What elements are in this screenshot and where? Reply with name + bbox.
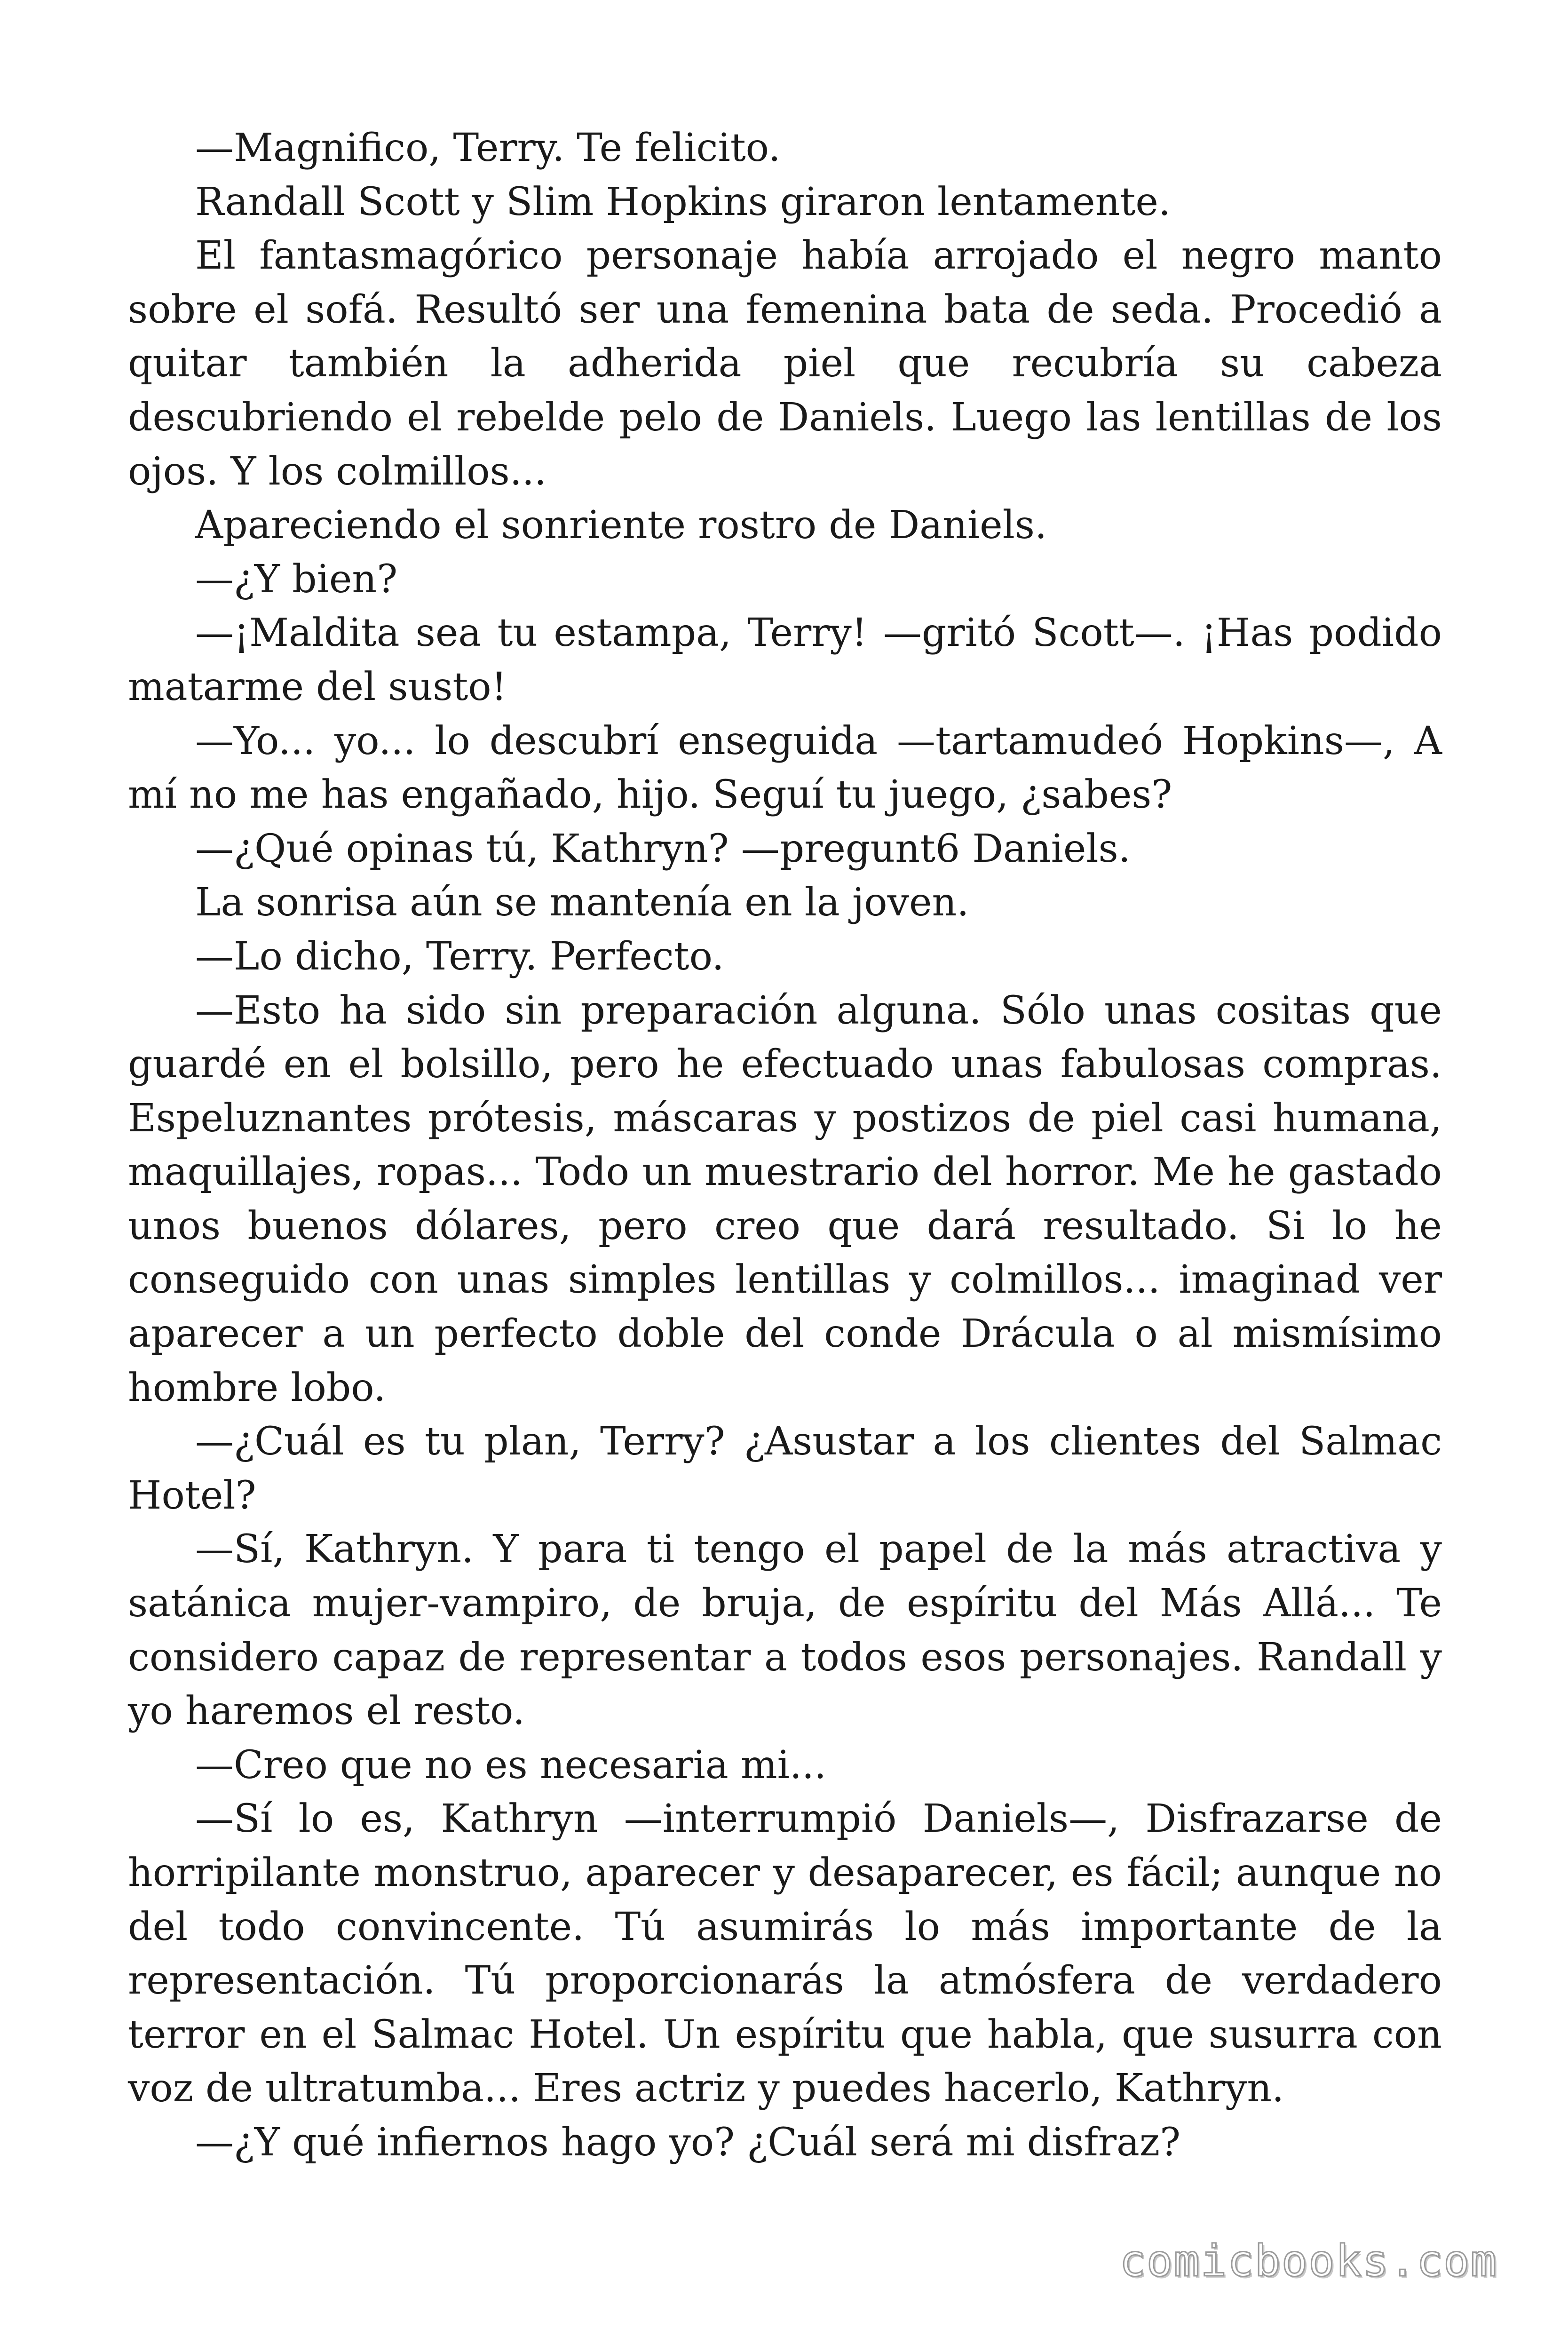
paragraph: —Yo... yo... lo descubrí enseguida —tartamudeó Hopkins—, A mí no me has engañado, hijo. Seguí tu juego, ¿sabes? — [128, 718, 1442, 818]
paragraph: —Sí lo es, Kathryn —interrumpió Daniels—, Disfrazarse de horripilante monstruo, aparecer y desaparecer, es fácil; aunque no del todo convincente. Tú asumirás lo más importante de la representación. Tú proporcionarás la atmósfera de verdadero terror en el Salmac Hotel. Un espíritu que habla, que susurra con voz de ultratumba... Eres actriz y puedes hacerlo, Kathryn. — [128, 1796, 1442, 2111]
watermark: comicbooks.com — [1119, 2236, 1497, 2286]
paragraph: —¡Maldita sea tu estampa, Terry! —gritó Scott—. ¡Has podido matarme del susto! — [128, 611, 1442, 709]
paragraph: —¿Qué opinas tú, Kathryn? —pregunt6 Daniels. — [195, 826, 1131, 871]
body-text — [128, 121, 1442, 2170]
paragraph: —Magnifico, Terry. Te felicito. — [195, 126, 781, 170]
paragraph: —¿Y bien? — [195, 556, 398, 602]
paragraph: Randall Scott y Slim Hopkins giraron lentamente. — [195, 179, 1171, 224]
paragraph: —Lo dicho, Terry. Perfecto. — [195, 934, 724, 979]
paragraph: —¿Y qué infiernos hago yo? ¿Cuál será mi disfraz? — [195, 2120, 1181, 2165]
paragraph: —Creo que no es necesaria mi... — [195, 1742, 827, 1788]
paragraph: —¿Cuál es tu plan, Terry? ¿Asustar a los clientes del Salmac Hotel? — [128, 1419, 1442, 1518]
paragraph: Apareciendo el sonriente rostro de Daniels. — [195, 503, 1047, 548]
paragraph: La sonrisa aún se mantenía en la joven. — [195, 880, 969, 925]
paragraph: —Esto ha sido sin preparación alguna. Sólo unas cositas que guardé en el bolsillo, pero he efectuado unas fabulosas compras. Espeluznantes prótesis, máscaras y postizos de piel casi humana, maquillajes, ropas... Todo un muestrario del horror. Me he gastado unos buenos dólares, pero creo que dará resultado. Si lo he conseguido con unas simples lentillas y colmillos... imaginad ver aparecer a un perfecto doble del conde Drácula o al mismísimo hombre lobo. — [128, 988, 1442, 1410]
paragraph: El fantasmagórico personaje había arrojado el negro manto sobre el sofá. Resultó ser una femenina bata de seda. Procedió a quitar también la adherida piel que recubría su cabeza descubriendo el rebelde pelo de Daniels. Luego las lentillas de los ojos. Y los colmillos... — [128, 233, 1442, 494]
paragraph: —Sí, Kathryn. Y para ti tengo el papel de la más atractiva y satánica mujer-vampiro, de bruja, de espíritu del Más Allá... Te considero capaz de representar a todos esos personajes. Randall y yo haremos el resto. — [128, 1527, 1442, 1734]
